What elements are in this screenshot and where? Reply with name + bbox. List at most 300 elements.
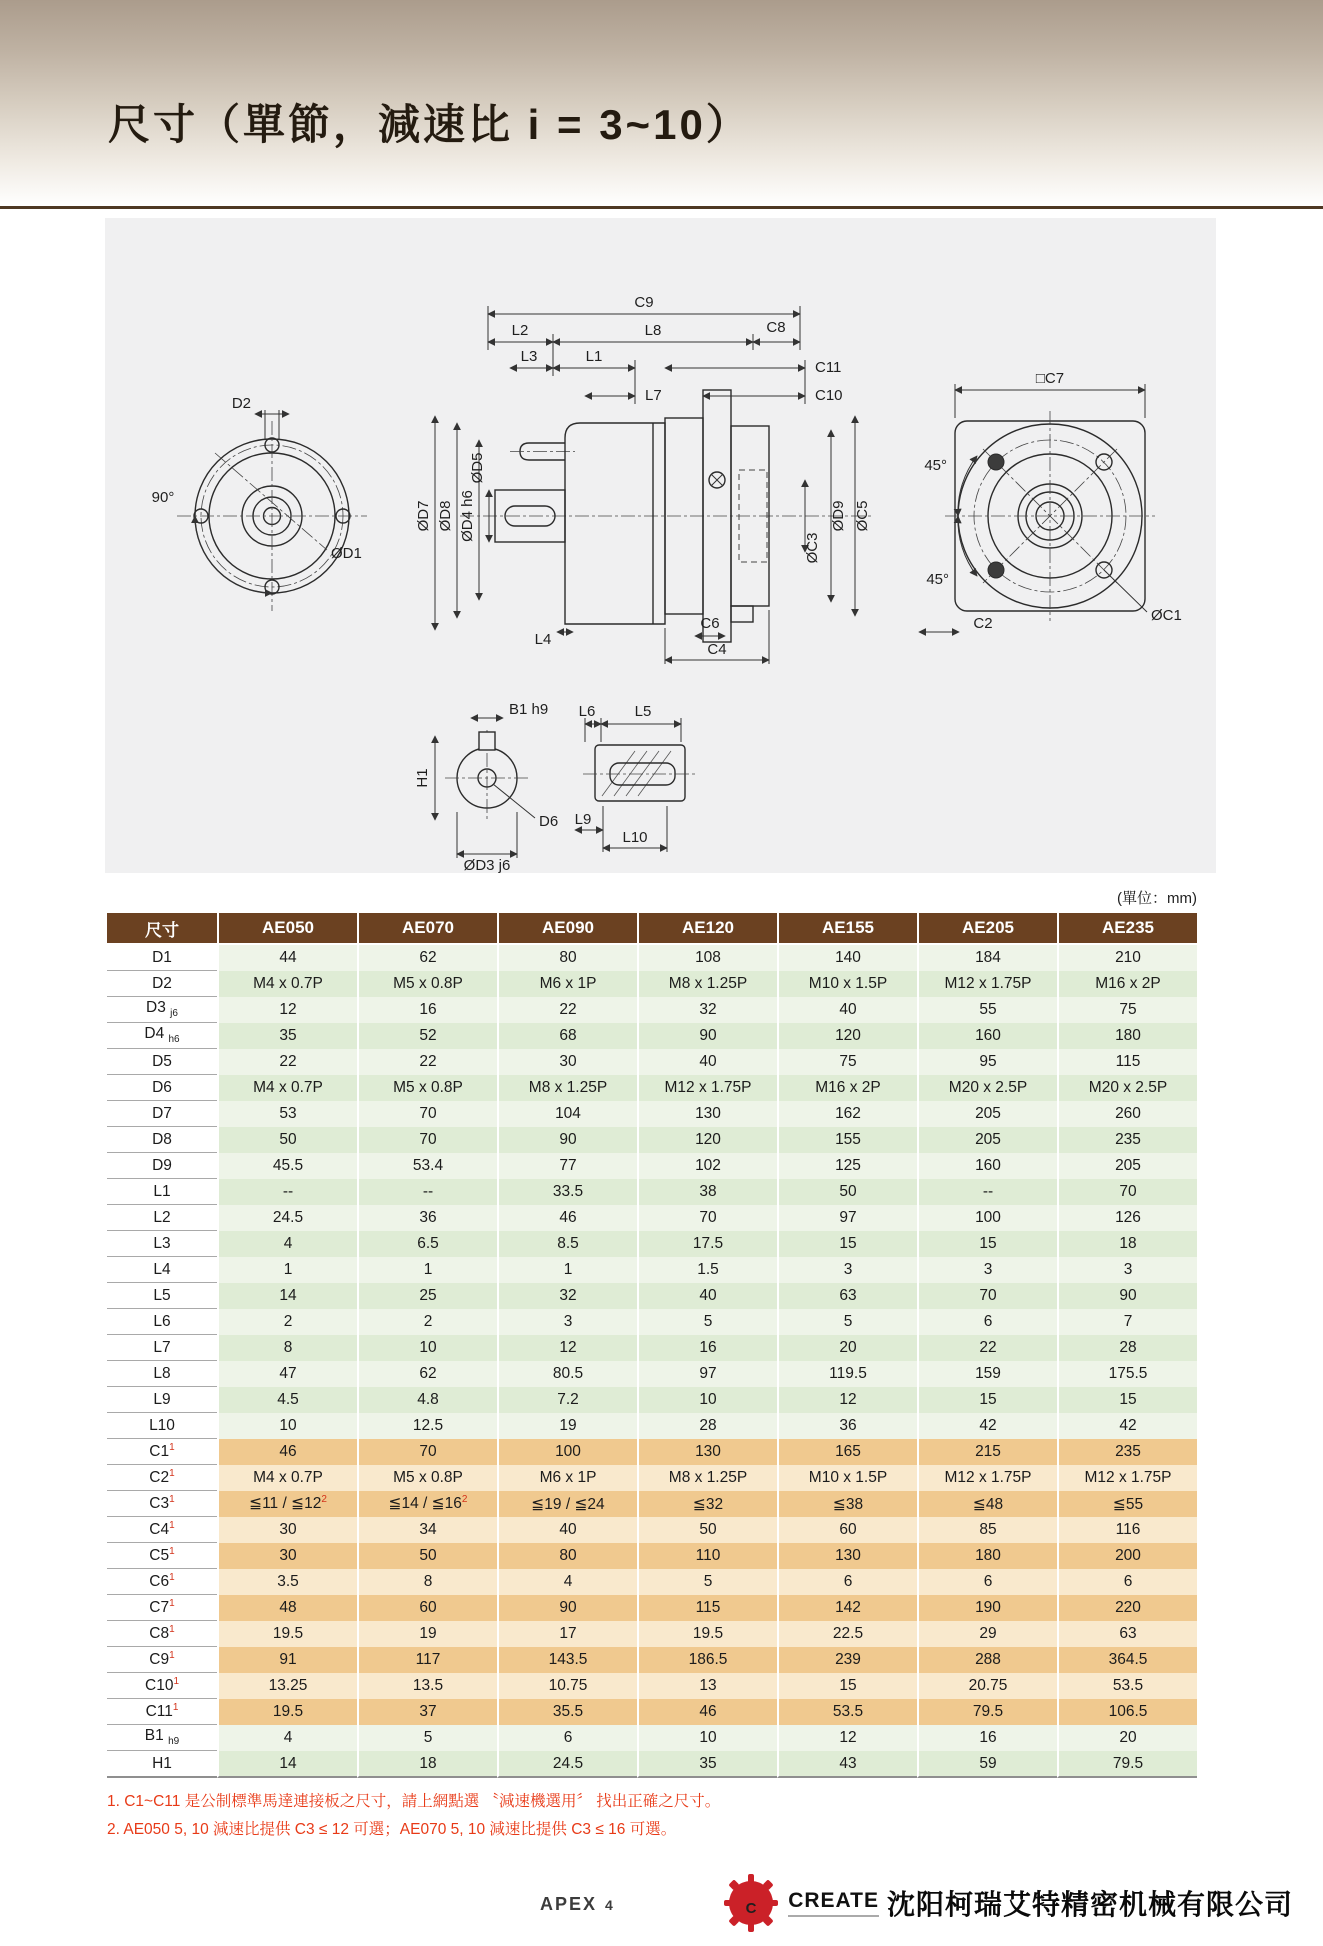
dim-label-l6: L6 xyxy=(578,703,596,720)
table-cell: 3 xyxy=(1057,1257,1197,1283)
table-cell: 20.75 xyxy=(917,1673,1057,1699)
table-cell: 40 xyxy=(497,1517,637,1543)
row-label: L4 xyxy=(107,1257,217,1283)
table-cell: 205 xyxy=(1057,1153,1197,1179)
table-cell: 4 xyxy=(217,1725,357,1751)
table-row xyxy=(107,1439,1197,1465)
table-cell: M4 x 0.7P xyxy=(217,1075,357,1101)
dim-label-dc5: ØC5 xyxy=(854,500,871,532)
table-cell: 29 xyxy=(917,1621,1057,1647)
table-cell: ≦32 xyxy=(637,1491,777,1517)
table-cell: 20 xyxy=(1057,1725,1197,1751)
table-cell: 22 xyxy=(217,1049,357,1075)
row-label: $C10^1$ xyxy=(107,1673,217,1699)
company-name: 沈阳柯瑞艾特精密机械有限公司 xyxy=(886,1888,1293,1920)
table-cell: 130 xyxy=(777,1543,917,1569)
table-cell: 77 xyxy=(497,1153,637,1179)
table-cell: 79.5 xyxy=(1057,1751,1197,1778)
table-cell: 75 xyxy=(777,1049,917,1075)
table-cell: ≦14 / $≦16^2$ xyxy=(357,1491,497,1517)
table-cell: 50 xyxy=(217,1127,357,1153)
table-cell: 4.8 xyxy=(357,1387,497,1413)
table-cell: M4 x 0.7P xyxy=(217,1465,357,1491)
table-cell: 6 xyxy=(497,1725,637,1751)
table-cell: 38 xyxy=(637,1179,777,1205)
table-cell: 80.5 xyxy=(497,1361,637,1387)
rear-view xyxy=(919,370,1182,632)
dim-label-c6: C6 xyxy=(700,615,720,632)
table-cell: 180 xyxy=(1057,1023,1197,1049)
table-cell: 19 xyxy=(357,1621,497,1647)
row-label: L1 xyxy=(107,1179,217,1205)
row-label: $C11^1$ xyxy=(107,1699,217,1725)
page-number: 4 xyxy=(605,1896,615,1913)
dim-label-l5: L5 xyxy=(634,703,652,720)
dim-label-l2: L2 xyxy=(511,322,529,339)
table-cell: 47 xyxy=(217,1361,357,1387)
table-cell: 91 xyxy=(217,1647,357,1673)
table-cell: 70 xyxy=(917,1283,1057,1309)
column-header: AE155 xyxy=(777,913,917,945)
front-view xyxy=(152,395,367,611)
table-cell: 210 xyxy=(1057,945,1197,971)
table-cell: 24.5 xyxy=(497,1751,637,1778)
table-cell: 205 xyxy=(917,1101,1057,1127)
table-row xyxy=(107,1361,1197,1387)
row-label: D6 xyxy=(107,1075,217,1101)
dim-label-c9: C9 xyxy=(634,294,654,311)
row-label: H1 xyxy=(107,1751,217,1778)
dim-label-l10: L10 xyxy=(622,829,648,846)
table-row xyxy=(107,1569,1197,1595)
footnotes xyxy=(107,1788,1323,1844)
dim-label-c11: C11 xyxy=(815,359,842,376)
table-cell: 110 xyxy=(637,1543,777,1569)
table-cell: M20 x 2.5P xyxy=(1057,1075,1197,1101)
table-cell: M12 x 1.75P xyxy=(637,1075,777,1101)
table-row xyxy=(107,1517,1197,1543)
table-cell: 142 xyxy=(777,1595,917,1621)
table-cell: 35 xyxy=(217,1023,357,1049)
dim-label-dc3: ØC3 xyxy=(804,532,821,564)
table-cell: 10 xyxy=(217,1413,357,1439)
table-cell: 68 xyxy=(497,1023,637,1049)
column-header: AE235 xyxy=(1057,913,1197,945)
table-row xyxy=(107,945,1197,971)
dimension-table xyxy=(107,913,1197,1778)
row-label: B1 $_{h9}$ xyxy=(107,1725,217,1751)
table-cell: 50 xyxy=(637,1517,777,1543)
drawing-panel xyxy=(105,218,1216,873)
table-row xyxy=(107,1647,1197,1673)
table-cell: 70 xyxy=(357,1101,497,1127)
row-label: L10 xyxy=(107,1413,217,1439)
dim-label-45deg-lower: 45° xyxy=(926,571,949,588)
dim-label-90deg: 90° xyxy=(151,489,175,506)
page-header xyxy=(0,0,1323,209)
table-cell: 4 xyxy=(217,1231,357,1257)
table-cell: 80 xyxy=(497,945,637,971)
table-cell: 364.5 xyxy=(1057,1647,1197,1673)
table-row xyxy=(107,1309,1197,1335)
table-cell: 37 xyxy=(357,1699,497,1725)
column-header: AE070 xyxy=(357,913,497,945)
table-cell: 6 xyxy=(917,1569,1057,1595)
table-cell: -- xyxy=(217,1179,357,1205)
table-cell: 190 xyxy=(917,1595,1057,1621)
table-cell: 36 xyxy=(357,1205,497,1231)
dim-label-l8: L8 xyxy=(644,322,662,339)
header-row xyxy=(107,913,1197,945)
table-cell: 4.5 xyxy=(217,1387,357,1413)
table-cell: M4 x 0.7P xyxy=(217,971,357,997)
table-cell: 260 xyxy=(1057,1101,1197,1127)
table-cell: 205 xyxy=(917,1127,1057,1153)
unit-note: (單位：mm) xyxy=(1117,890,1197,907)
row-label: D2 xyxy=(107,971,217,997)
table-cell: 3 xyxy=(917,1257,1057,1283)
table-cell: 15 xyxy=(917,1231,1057,1257)
table-cell: 106.5 xyxy=(1057,1699,1197,1725)
table-row xyxy=(107,1023,1197,1049)
table-cell: 160 xyxy=(917,1153,1057,1179)
dim-label-dd9: ØD9 xyxy=(830,500,847,532)
table-cell: 15 xyxy=(917,1387,1057,1413)
dim-label-45deg-upper: 45° xyxy=(924,457,947,474)
table-cell: 15 xyxy=(777,1231,917,1257)
table-cell: 8.5 xyxy=(497,1231,637,1257)
table-row xyxy=(107,1049,1197,1075)
table-cell: M16 x 2P xyxy=(777,1075,917,1101)
table-cell: 42 xyxy=(1057,1413,1197,1439)
table-cell: 63 xyxy=(1057,1621,1197,1647)
table-cell: 22 xyxy=(357,1049,497,1075)
table-row xyxy=(107,1101,1197,1127)
table-cell: 97 xyxy=(637,1361,777,1387)
apex-label: APEX xyxy=(540,1893,598,1914)
dim-label-dd4: ØD4 h6 xyxy=(459,490,476,542)
table-row xyxy=(107,971,1197,997)
table-cell: M6 x 1P xyxy=(497,1465,637,1491)
table-cell: 7.2 xyxy=(497,1387,637,1413)
table-cell: 14 xyxy=(217,1751,357,1778)
table-cell: 16 xyxy=(637,1335,777,1361)
table-cell: 165 xyxy=(777,1439,917,1465)
table-cell: 19.5 xyxy=(217,1621,357,1647)
table-cell: 5 xyxy=(357,1725,497,1751)
table-cell: 130 xyxy=(637,1101,777,1127)
dim-label-b1: B1 h9 xyxy=(509,701,549,718)
dim-label-d3: ØD3 j6 xyxy=(463,857,511,873)
table-cell: 85 xyxy=(917,1517,1057,1543)
dim-label-d1: ØD1 xyxy=(331,545,362,562)
table-cell: 200 xyxy=(1057,1543,1197,1569)
table-cell: 15 xyxy=(1057,1387,1197,1413)
column-header: AE050 xyxy=(217,913,357,945)
brand-apex xyxy=(540,1894,615,1915)
row-label: L3 xyxy=(107,1231,217,1257)
table-cell: 22.5 xyxy=(777,1621,917,1647)
table-cell: M8 x 1.25P xyxy=(497,1075,637,1101)
table-cell: 70 xyxy=(357,1439,497,1465)
table-cell: 43 xyxy=(777,1751,917,1778)
page-title: 尺寸（單節，減速比 i = 3~10） xyxy=(108,101,751,148)
table-cell: 19 xyxy=(497,1413,637,1439)
table-cell: 5 xyxy=(637,1569,777,1595)
table-cell: 175.5 xyxy=(1057,1361,1197,1387)
row-label: $C4^1$ xyxy=(107,1517,217,1543)
table-cell: 62 xyxy=(357,945,497,971)
table-cell: 50 xyxy=(777,1179,917,1205)
table-cell: 288 xyxy=(917,1647,1057,1673)
table-cell: 70 xyxy=(1057,1179,1197,1205)
gear-logo-icon xyxy=(722,1872,780,1934)
table-cell: 12 xyxy=(497,1335,637,1361)
table-row xyxy=(107,1621,1197,1647)
table-cell: 126 xyxy=(1057,1205,1197,1231)
table-cell: 8 xyxy=(357,1569,497,1595)
table-cell: 13.5 xyxy=(357,1673,497,1699)
dim-label-c7: □C7 xyxy=(1035,370,1065,387)
row-label: $C7^1$ xyxy=(107,1595,217,1621)
table-cell: 60 xyxy=(357,1595,497,1621)
table-cell: 36 xyxy=(777,1413,917,1439)
table-cell: 59 xyxy=(917,1751,1057,1778)
dim-label-c10: C10 xyxy=(815,387,843,404)
table-cell: 220 xyxy=(1057,1595,1197,1621)
svg-text:C: C xyxy=(745,1899,757,1917)
table-cell: 115 xyxy=(637,1595,777,1621)
table-cell: M12 x 1.75P xyxy=(917,1465,1057,1491)
table-cell: 97 xyxy=(777,1205,917,1231)
table-cell: 79.5 xyxy=(917,1699,1057,1725)
column-header: AE120 xyxy=(637,913,777,945)
table-cell: 20 xyxy=(777,1335,917,1361)
row-label: $C2^1$ xyxy=(107,1465,217,1491)
row-label: $C6^1$ xyxy=(107,1569,217,1595)
dim-label-d2: D2 xyxy=(231,395,251,412)
table-cell: 90 xyxy=(1057,1283,1197,1309)
shaft-end-detail xyxy=(414,701,558,873)
table-cell: 46 xyxy=(637,1699,777,1725)
table-cell: ≦48 xyxy=(917,1491,1057,1517)
table-cell: 3.5 xyxy=(217,1569,357,1595)
table-cell: 1 xyxy=(217,1257,357,1283)
table-cell: M12 x 1.75P xyxy=(917,971,1057,997)
row-label: L8 xyxy=(107,1361,217,1387)
table-cell: 125 xyxy=(777,1153,917,1179)
key-detail xyxy=(575,703,697,852)
table-row xyxy=(107,1387,1197,1413)
table-cell: 140 xyxy=(777,945,917,971)
table-cell: M20 x 2.5P xyxy=(917,1075,1057,1101)
table-cell: 53.5 xyxy=(777,1699,917,1725)
table-cell: 63 xyxy=(777,1283,917,1309)
table-cell: 15 xyxy=(777,1673,917,1699)
table-row xyxy=(107,1751,1197,1778)
table-cell: 235 xyxy=(1057,1439,1197,1465)
dim-label-l3: L3 xyxy=(520,348,538,365)
table-cell: 16 xyxy=(357,997,497,1023)
table-row xyxy=(107,1283,1197,1309)
dim-label-dd5: ØD5 xyxy=(469,452,486,484)
table-cell: 180 xyxy=(917,1543,1057,1569)
table-cell: 155 xyxy=(777,1127,917,1153)
table-cell: 100 xyxy=(917,1205,1057,1231)
table-cell: -- xyxy=(917,1179,1057,1205)
table-cell: 184 xyxy=(917,945,1057,971)
table-cell: 35.5 xyxy=(497,1699,637,1725)
table-row xyxy=(107,1075,1197,1101)
table-cell: 53.4 xyxy=(357,1153,497,1179)
table-cell: ≦19 / ≦24 xyxy=(497,1491,637,1517)
table-cell: 95 xyxy=(917,1049,1057,1075)
table-cell: 108 xyxy=(637,945,777,971)
row-label: $C3^1$ xyxy=(107,1491,217,1517)
table-cell: 30 xyxy=(497,1049,637,1075)
table-cell: 4 xyxy=(497,1569,637,1595)
table-cell: M6 x 1P xyxy=(497,971,637,997)
table-cell: 120 xyxy=(637,1127,777,1153)
table-cell: 160 xyxy=(917,1023,1057,1049)
column-header: AE090 xyxy=(497,913,637,945)
table-cell: 12 xyxy=(777,1387,917,1413)
table-cell: 10 xyxy=(637,1725,777,1751)
table-cell: 22 xyxy=(917,1335,1057,1361)
table-cell: 6 xyxy=(1057,1569,1197,1595)
table-cell: 16 xyxy=(917,1725,1057,1751)
table-cell: 6 xyxy=(777,1569,917,1595)
table-cell: 12 xyxy=(777,1725,917,1751)
table-cell: 34 xyxy=(357,1517,497,1543)
table-cell: 33.5 xyxy=(497,1179,637,1205)
table-cell: 186.5 xyxy=(637,1647,777,1673)
table-cell: 55 xyxy=(917,997,1057,1023)
table-cell: 162 xyxy=(777,1101,917,1127)
table-cell: 1.5 xyxy=(637,1257,777,1283)
table-cell: M16 x 2P xyxy=(1057,971,1197,997)
table-cell: 32 xyxy=(497,1283,637,1309)
table-cell: 7 xyxy=(1057,1309,1197,1335)
table-cell: 10 xyxy=(637,1387,777,1413)
row-label: $C1^1$ xyxy=(107,1439,217,1465)
dim-label-dd8: ØD8 xyxy=(437,500,454,532)
table-cell: 8 xyxy=(217,1335,357,1361)
table-row xyxy=(107,1335,1197,1361)
table-cell: 159 xyxy=(917,1361,1057,1387)
table-cell: 90 xyxy=(497,1595,637,1621)
footnote-2: 2. AE050 5, 10 減速比提供 C3 ≤ 12 可選；AE070 5, 10 減速比提供 C3 ≤ 16 可選。 xyxy=(107,1820,677,1838)
table-cell: 90 xyxy=(637,1023,777,1049)
column-header: AE205 xyxy=(917,913,1057,945)
table-cell: 12 xyxy=(217,997,357,1023)
table-row xyxy=(107,1179,1197,1205)
table-cell: 10 xyxy=(357,1335,497,1361)
row-label: L5 xyxy=(107,1283,217,1309)
table-cell: 46 xyxy=(497,1205,637,1231)
table-row xyxy=(107,1595,1197,1621)
table-row xyxy=(107,1257,1197,1283)
table-cell: 53 xyxy=(217,1101,357,1127)
table-cell: 5 xyxy=(637,1309,777,1335)
table-cell: 239 xyxy=(777,1647,917,1673)
dim-label-dd7: ØD7 xyxy=(415,500,432,532)
dim-label-c2: C2 xyxy=(973,615,993,632)
table-cell: 48 xyxy=(217,1595,357,1621)
footnote-1: 1. C1~C11 是公制標準馬達連接板之尺寸，請上網點選 〝減速機選用〞 找出正確之尺寸。 xyxy=(107,1793,721,1810)
table-cell: 30 xyxy=(217,1543,357,1569)
row-label: L7 xyxy=(107,1335,217,1361)
table-row xyxy=(107,1205,1197,1231)
row-label: D3 $_{j6}$ xyxy=(107,997,217,1023)
section-view xyxy=(415,294,873,664)
table-cell: 22 xyxy=(497,997,637,1023)
table-cell: 25 xyxy=(357,1283,497,1309)
table-cell: 14 xyxy=(217,1283,357,1309)
table-cell: 18 xyxy=(1057,1231,1197,1257)
table-cell: 70 xyxy=(357,1127,497,1153)
table-cell: 19.5 xyxy=(637,1621,777,1647)
table-cell: 60 xyxy=(777,1517,917,1543)
table-cell: M5 x 0.8P xyxy=(357,971,497,997)
corner-header: 尺寸 xyxy=(107,913,217,945)
table-cell: -- xyxy=(357,1179,497,1205)
table-cell: 80 xyxy=(497,1543,637,1569)
dim-label-c1: ØC1 xyxy=(1151,607,1182,624)
table-cell: 28 xyxy=(637,1413,777,1439)
table-cell: 53.5 xyxy=(1057,1673,1197,1699)
table-cell: 3 xyxy=(497,1309,637,1335)
dim-label-d6: D6 xyxy=(539,813,559,830)
table-cell: 117 xyxy=(357,1647,497,1673)
row-label: D8 xyxy=(107,1127,217,1153)
table-cell: M12 x 1.75P xyxy=(1057,1465,1197,1491)
row-label: $C9^1$ xyxy=(107,1647,217,1673)
table-cell: 120 xyxy=(777,1023,917,1049)
table-cell: ≦55 xyxy=(1057,1491,1197,1517)
table-cell: 235 xyxy=(1057,1127,1197,1153)
table-row xyxy=(107,1543,1197,1569)
table-cell: 70 xyxy=(637,1205,777,1231)
table-cell: 102 xyxy=(637,1153,777,1179)
table-cell: 10.75 xyxy=(497,1673,637,1699)
table-row xyxy=(107,1465,1197,1491)
table-cell: 100 xyxy=(497,1439,637,1465)
table-row xyxy=(107,1491,1197,1517)
row-label: $C5^1$ xyxy=(107,1543,217,1569)
table-cell: M5 x 0.8P xyxy=(357,1465,497,1491)
table-cell: 1 xyxy=(497,1257,637,1283)
table-row xyxy=(107,1413,1197,1439)
table-row xyxy=(107,997,1197,1023)
table-cell: 6.5 xyxy=(357,1231,497,1257)
table-cell: M10 x 1.5P xyxy=(777,971,917,997)
dim-label-l7: L7 xyxy=(645,387,662,404)
create-logo-text: CREATE xyxy=(788,1889,879,1917)
dim-label-c8: C8 xyxy=(766,319,786,336)
table-cell: 2 xyxy=(357,1309,497,1335)
table-cell: 215 xyxy=(917,1439,1057,1465)
table-cell: 130 xyxy=(637,1439,777,1465)
table-cell: 116 xyxy=(1057,1517,1197,1543)
table-cell: ≦11 / $≦12^2$ xyxy=(217,1491,357,1517)
technical-drawing xyxy=(105,218,1216,873)
table-cell: 40 xyxy=(777,997,917,1023)
table-cell: 5 xyxy=(777,1309,917,1335)
row-label: L6 xyxy=(107,1309,217,1335)
table-cell: 28 xyxy=(1057,1335,1197,1361)
table-cell: 1 xyxy=(357,1257,497,1283)
